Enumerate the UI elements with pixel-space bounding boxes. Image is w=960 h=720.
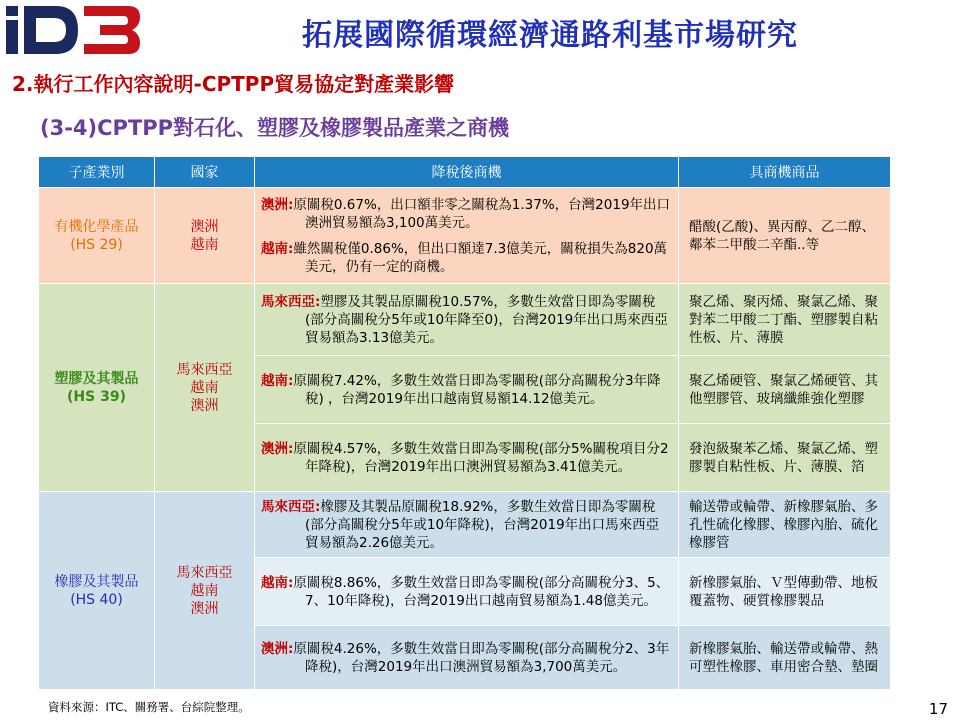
industry-cell (39, 284, 155, 492)
entry-text: 原關稅8.86%，多數生效當日即為零關稅(部分高關稅分3、5、7、10年降稅)，台灣2019出口越南貿易額為1.48億美元。 (293, 574, 670, 609)
products-cell: 輸送帶或輪帶、新橡膠氣胎、多孔性硫化橡膠、橡膠內胎、硫化橡膠管 (679, 492, 891, 558)
opportunity-entry: 越南:原關稅8.86%，多數生效當日即為零關稅(部分高關稅分3、5、7、10年降稅)，台灣2019出口越南貿易額為1.48億美元。 (261, 574, 670, 609)
entry-text: 塑膠及其製品原關稅10.57%，多數生效當日即為零關稅(部分高關稅分5年或10年降至0)，台灣2019年出口馬來西亞貿易額為3.13億美元。 (305, 293, 668, 346)
opportunity-entry: 澳洲:原關稅0.67%，出口額非零之關稅為1.37%，台灣2019年出口澳洲貿易額為3,100萬美元。 (261, 196, 671, 231)
page-title: 拓展國際循環經濟通路利基市場研究 (302, 18, 798, 53)
country-name: 越南 (190, 379, 219, 396)
opportunity-cell (255, 558, 679, 626)
entry-country: 澳洲 (261, 640, 288, 657)
opportunity-cell (255, 424, 679, 492)
opportunity-table (38, 156, 891, 690)
entry-country: 澳洲 (261, 440, 288, 457)
opportunity-cell (255, 356, 679, 424)
entry-text: 原關稅4.26%，多數生效當日即為零關稅(部分高關稅分2、3年降稅)，台灣2019年出口澳洲貿易額為3,700萬美元。 (293, 640, 670, 675)
idb-logo (4, 4, 142, 56)
country-name: 馬來西亞 (176, 361, 233, 378)
country-name: 澳洲 (190, 600, 219, 617)
opportunity-entry: 馬來西亞:橡膠及其製品原關稅18.92%，多數生效當日即為零關稅(部分高關稅分5年或10年降稅)，台灣2019年出口馬來西亞貿易額為2.26億美元。 (261, 498, 660, 551)
entry-country: 越南 (261, 240, 288, 257)
country-cell (155, 188, 255, 284)
table-row (39, 492, 891, 558)
header-industry: 子產業別 (39, 157, 155, 188)
table-row (39, 284, 891, 356)
industry-cell (39, 492, 155, 690)
table-header-row (39, 157, 891, 188)
entry-text: 原關稅0.67%，出口額非零之關稅為1.37%，台灣2019年出口澳洲貿易額為3,100萬美元。 (293, 196, 671, 231)
country-cell (155, 284, 255, 492)
country-name: 澳洲 (190, 218, 219, 235)
section-title: 2.執行工作內容說明-CPTPP貿易協定對產業影響 (12, 72, 455, 96)
opportunity-entry: 馬來西亞:塑膠及其製品原關稅10.57%，多數生效當日即為零關稅(部分高關稅分5年或10年降至0)，台灣2019年出口馬來西亞貿易額為3.13億美元。 (261, 293, 668, 346)
opportunity-cell (255, 492, 679, 558)
country-name: 馬來西亞 (176, 564, 233, 581)
header-country: 國家 (155, 157, 255, 188)
industry-name: 塑膠及其製品 (54, 370, 139, 387)
products-cell: 醋酸(乙酸)、異丙醇、乙二醇、鄰苯二甲酸二辛酯..等 (679, 188, 891, 284)
entry-text: 雖然關稅僅0.86%，但出口額達7.3億美元，關稅損失為820萬美元，仍有一定的商機。 (293, 240, 668, 275)
products-cell: 聚乙烯硬管、聚氯乙烯硬管、其他塑膠管、玻璃纖維強化塑膠 (679, 356, 891, 424)
header-products: 具商機商品 (679, 157, 891, 188)
header-opportunity: 降稅後商機 (255, 157, 679, 188)
entry-country: 澳洲 (261, 196, 288, 213)
opportunity-entry: 越南:雖然關稅僅0.86%，但出口額達7.3億美元，關稅損失為820萬美元，仍有一定的商機。 (261, 240, 668, 275)
entry-text: 原關稅7.42%，多數生效當日即為零關稅(部分高關稅分3年降稅) ，台灣2019年出口越南貿易額14.12億美元。 (293, 372, 661, 407)
table-row (39, 188, 891, 284)
opportunity-entry: 澳洲:原關稅4.26%，多數生效當日即為零關稅(部分高關稅分2、3年降稅)，台灣2019年出口澳洲貿易額為3,700萬美元。 (261, 640, 670, 675)
industry-cell (39, 188, 155, 284)
industry-hs: (HS 40) (70, 591, 123, 608)
entry-country: 馬來西亞 (261, 293, 315, 310)
country-name: 越南 (190, 236, 219, 253)
products-cell: 新橡膠氣胎、Ｖ型傳動帶、地板覆蓋物、硬質橡膠製品 (679, 558, 891, 626)
industry-hs: (HS 39) (67, 388, 126, 405)
industry-name: 橡膠及其製品 (54, 573, 139, 590)
products-cell: 聚乙烯、聚丙烯、聚氯乙烯、聚對苯二甲酸二丁酯、塑膠製自粘性板、片、薄膜 (679, 284, 891, 356)
entry-country: 越南 (261, 574, 288, 591)
industry-hs: (HS 29) (70, 236, 123, 253)
entry-country: 馬來西亞 (261, 498, 315, 515)
opportunity-entry: 越南:原關稅7.42%，多數生效當日即為零關稅(部分高關稅分3年降稅) ，台灣2019年出口越南貿易額14.12億美元。 (261, 372, 661, 407)
products-cell: 新橡膠氣胎、輸送帶或輪帶、熱可塑性橡膠、車用密合墊、墊圈 (679, 626, 891, 690)
entry-text: 橡膠及其製品原關稅18.92%，多數生效當日即為零關稅(部分高關稅分5年或10年降稅)，台灣2019年出口馬來西亞貿易額為2.26億美元。 (305, 498, 660, 551)
entry-country: 越南 (261, 372, 288, 389)
opportunity-cell (255, 626, 679, 690)
country-name: 澳洲 (190, 397, 219, 414)
opportunity-cell (255, 188, 679, 284)
industry-name: 有機化學產品 (54, 218, 139, 235)
opportunity-cell (255, 284, 679, 356)
sub-title: (3-4)CPTPP對石化、塑膠及橡膠製品產業之商機 (40, 116, 510, 140)
source-footnote: 資料來源：ITC、關務署、台綜院整理。 (48, 700, 250, 714)
opportunity-entry: 澳洲:原關稅4.57%，多數生效當日即為零關稅(部分5%關稅項目分2年降稅)，台灣2019年出口澳洲貿易額為3.41億美元。 (261, 440, 669, 475)
country-name: 越南 (190, 582, 219, 599)
country-cell (155, 492, 255, 690)
page-number: 17 (928, 700, 948, 718)
products-cell: 發泡級聚苯乙烯、聚氯乙烯、塑膠製自粘性板、片、薄膜、箔 (679, 424, 891, 492)
entry-text: 原關稅4.57%，多數生效當日即為零關稅(部分5%關稅項目分2年降稅)，台灣2019年出口澳洲貿易額為3.41億美元。 (293, 440, 669, 475)
